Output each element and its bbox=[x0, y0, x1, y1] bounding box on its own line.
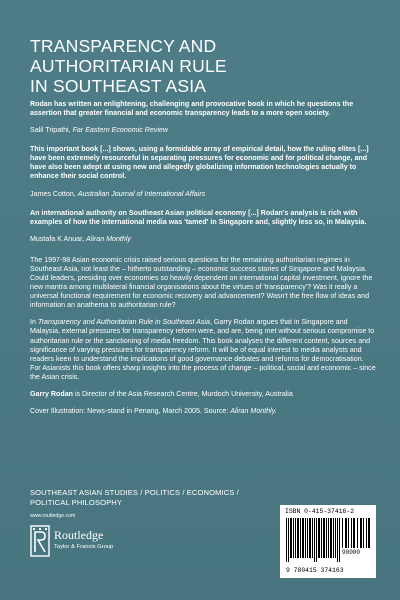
publisher-website: www.routledge.com bbox=[30, 513, 76, 519]
description-body: , Garry Rodan argues that in Singapore and Malaysia, external pressures for transparency reform were, and are, being met without serious compromise to authoritarian rule or the sanctioning of media freedom. This book analyses the different content, sources and significance of varying pressures for transparency reform. It will be of equal interest to media analysts and readers keen to understand the implications of good governance debates and reforms for democratisation. For Asianists this book offers sharp insights into the process of change – political, social and economic – since the Asian crisis. bbox=[30, 318, 376, 381]
review-author-2: James Cotton, bbox=[30, 189, 76, 198]
title-line-2: AUTHORITARIAN RULE bbox=[30, 56, 227, 76]
review-source-2: Australian Journal of International Affairs bbox=[77, 189, 206, 198]
review-source-1: Far Eastern Economic Review bbox=[72, 126, 168, 135]
routledge-tower-icon bbox=[30, 524, 50, 558]
cover-credit-source: Aliran Monthly. bbox=[230, 407, 277, 416]
review-quote-1: Rodan has written an enlightening, challenging and provocative book in which he questions the assertion that greater financial and economic transparency leads to a more open society. bbox=[30, 100, 354, 118]
price-code: 90000 bbox=[342, 549, 361, 556]
back-cover-text bbox=[30, 100, 376, 416]
price-barcode-bars bbox=[342, 518, 370, 548]
author-bio-text: is Director of the Asia Research Centre, Murdoch University, Australia bbox=[72, 389, 293, 398]
subject-categories: SOUTHEAST ASIAN STUDIES / POLITICS / ECONOMICS / POLITICAL PHILOSOPHY bbox=[30, 488, 239, 507]
publisher-name: Routledge bbox=[54, 528, 104, 542]
isbn-number: ISBN 0-415-37416-2 bbox=[285, 508, 355, 515]
description-book-title: Transparency and Authoritarian Rule in Southeast Asia bbox=[37, 318, 210, 327]
routledge-logo bbox=[30, 524, 140, 564]
description-paragraph-1: The 1997-98 Asian economic crisis raised serious questions for the remaining authoritarian regimes in Southeast Asia, not least the – hitherto outstanding – economic success stories of Singapore and Malaysia. Could leaders, presiding over economies so heavily dependent on international capital investment, ignore the new mantra among multilateral financial organisations about the virtues of 'transparency'? Was it really a universal functional requirement for economic recovery and advancement? Wasn't the free flow of ideas and information an anathema to authoritarian rule? bbox=[30, 255, 373, 310]
review-attribution-2 bbox=[30, 190, 376, 199]
review-attribution-3 bbox=[30, 235, 376, 244]
description-prefix: In bbox=[30, 318, 38, 327]
description-paragraph-2 bbox=[30, 318, 376, 382]
isbn-barcode bbox=[280, 505, 376, 578]
review-author-3: Mustafa K Anuar, bbox=[30, 234, 85, 243]
title-line-1: TRANSPARENCY AND bbox=[30, 36, 217, 56]
review-quote-2: This important book [...] shows, using a formidable array of empirical detail, how the ruling elites [...] have been extremely resourceful in separating pressures for economic and for political change, and have also been adept at using new and allegedly globalizing information technologies actually to enhance their social control. bbox=[30, 145, 369, 181]
title-line-3: IN SOUTHEAST ASIA bbox=[30, 76, 207, 96]
author-name: Garry Rodan bbox=[30, 389, 73, 398]
review-quote-3: An international authority on Southeast Asian political economy [...] Rodan's analysis is rich with examples of how the international media was 'tamed' in Singapore and, slightly less so, in Malaysia. bbox=[30, 208, 367, 226]
review-author-1: Salil Tripathi, bbox=[30, 126, 71, 135]
ean-number: 9 780415 374163 bbox=[286, 567, 344, 574]
book-title bbox=[30, 36, 375, 96]
cover-credit bbox=[30, 407, 376, 416]
review-attribution-1 bbox=[30, 126, 376, 135]
publisher-group: Taylor & Francis Group bbox=[54, 544, 114, 550]
cover-credit-text: Cover Illustration: News-stand in Penang, March 2005. Source: bbox=[30, 407, 231, 416]
author-bio bbox=[30, 390, 376, 399]
review-source-3: Aliran Monthly bbox=[86, 234, 131, 243]
